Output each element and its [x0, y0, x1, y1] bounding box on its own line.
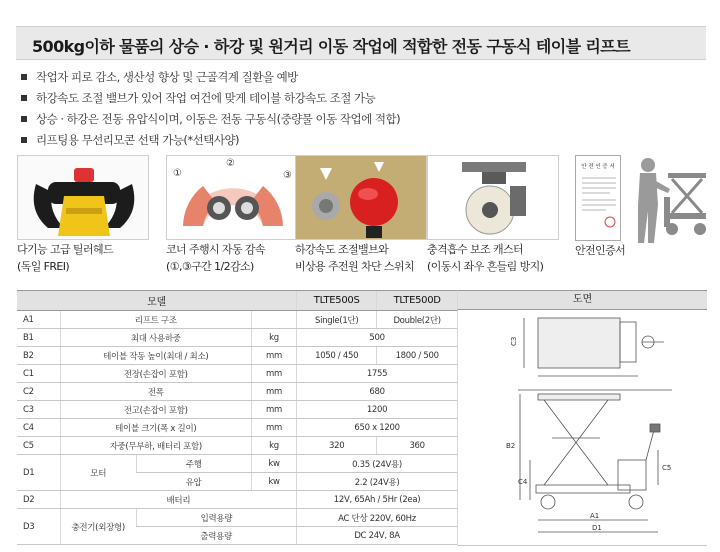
feature-list — [18, 66, 698, 150]
dim-label-c3: C3 — [510, 336, 518, 346]
table-row: 유압 kw 2.2 (24V용) — [17, 473, 457, 491]
corner-mark-3: ③ — [283, 170, 292, 181]
page-title: 500kg이하 물품의 상승 · 하강 및 원거리 이동 작업에 적합한 전동 구동식 테이블 리프트 — [32, 37, 630, 56]
feature-item: 리프팅용 무선리모콘 선택 가능(*선택사양) — [18, 129, 698, 150]
table-row: B2 테이블 작동 높이(최대 / 최소) mm 1050 / 450 1800 / 500 — [17, 347, 457, 365]
table-row: D1 모터 주행 kw 0.35 (24V용) — [17, 455, 457, 473]
gallery-card: 안 전 인 증 서 안전인증서 — [575, 155, 625, 258]
bullet-icon — [21, 95, 27, 101]
feature-item: 하강속도 조절 밸브가 있어 작업 여건에 맞게 테이블 하강속도 조절 가능 — [18, 87, 698, 108]
table-row: B1 최대 사용하중 kg 500 — [17, 329, 457, 347]
table-row: C4 테이블 크기(폭 x 길이) mm 650 x 1200 — [17, 419, 457, 437]
bullet-icon — [21, 74, 27, 80]
gallery-card: 충격흡수 보조 캐스터 (이동시 좌우 흔들림 방지) — [427, 155, 559, 274]
bullet-icon — [21, 137, 27, 143]
dim-label-c4: C4 — [518, 478, 528, 486]
bullet-icon — [21, 116, 27, 122]
header-model-d: TLTE500D — [377, 291, 457, 311]
table-row: C5 자중(무부하, 배터리 포함) kg 320 360 — [17, 437, 457, 455]
table-row: C3 전고(손잡이 포함) mm 1200 — [17, 401, 457, 419]
dim-label-c5: C5 — [662, 464, 672, 472]
tiller-head-photo — [17, 155, 149, 240]
feature-gallery — [17, 155, 707, 275]
caster-photo — [427, 155, 559, 240]
gallery-card: 하강속도 조절밸브와 비상용 주전원 차단 스위치 — [295, 155, 427, 274]
table-row: D2 배터리 12V, 65Ah / 5Hr (2ea) — [17, 491, 457, 509]
dim-label-b2: B2 — [506, 442, 516, 450]
feature-item: 상승 · 하강은 전동 유압식이며, 이동은 전동 구동식(중량물 이동 작업에 적합) — [18, 108, 698, 129]
corner-speed-diagram — [166, 155, 298, 240]
corner-mark-2: ② — [226, 158, 235, 169]
certificate-photo — [575, 155, 621, 241]
table-row: C2 전폭 mm 680 — [17, 383, 457, 401]
technical-drawing — [457, 310, 707, 546]
dim-label-a1: A1 — [590, 512, 600, 520]
valve-emergency-switch-photo — [295, 155, 427, 240]
lift-silhouette-image — [632, 155, 710, 245]
corner-mark-1: ① — [173, 168, 182, 179]
table-row: 출력용량 DC 24V, 8A — [17, 527, 457, 545]
feature-item: 작업자 피로 감소, 생산성 향상 및 근골격계 질환을 예방 — [18, 66, 698, 87]
title-bar — [16, 26, 706, 60]
spec-table — [17, 290, 457, 545]
drawing-header: 도면 — [457, 290, 707, 310]
certificate-heading: 안 전 인 증 서 — [581, 164, 615, 170]
table-row: C1 전장(손잡이 포함) mm 1755 — [17, 365, 457, 383]
table-header-row — [17, 291, 457, 311]
header-model: 모델 — [17, 291, 297, 311]
gallery-card: ① ② ③ 코너 주행시 자동 감속 (①,③구간 1/2감소) — [166, 155, 298, 274]
table-row: A1 리프트 구조 Single(1단) Double(2단) — [17, 311, 457, 329]
dim-label-d1: D1 — [592, 524, 602, 532]
table-row: D3 충전기(외장형) 입력용량 AC 단상 220V, 60Hz — [17, 509, 457, 527]
gallery-card: 다기능 고급 틸러헤드 (독일 FREI) — [17, 155, 149, 274]
header-model-s: TLTE500S — [297, 291, 377, 311]
